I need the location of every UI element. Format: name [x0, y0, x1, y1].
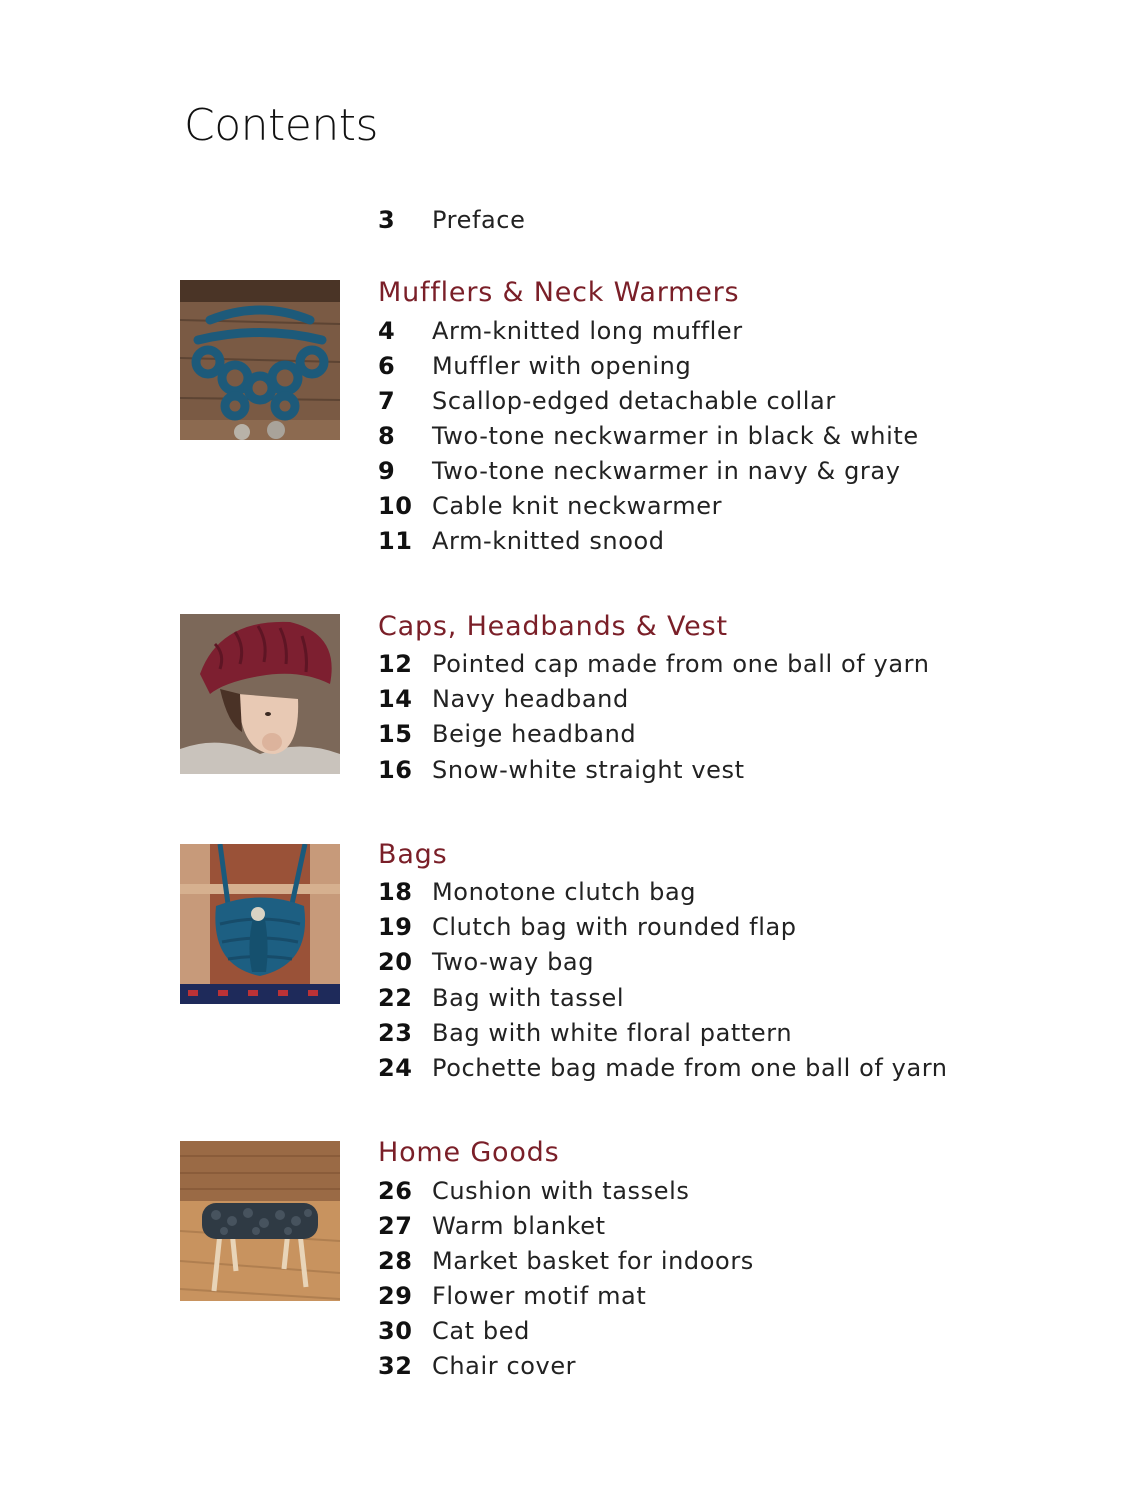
- woman-in-knit-cap-photo-icon: [180, 614, 340, 774]
- entry-title: Two-way bag: [432, 948, 595, 976]
- entry-title: Warm blanket: [432, 1212, 606, 1240]
- toc-entry[interactable]: [378, 1016, 792, 1051]
- toc-entry[interactable]: [378, 489, 722, 524]
- entry-title: Two-tone neckwarmer in navy & gray: [432, 457, 901, 485]
- toc-entry[interactable]: [378, 981, 624, 1016]
- entry-title: Bag with tassel: [432, 984, 625, 1012]
- page-number: 16: [378, 756, 413, 784]
- page-number: 23: [378, 1019, 413, 1047]
- page-number: 32: [378, 1352, 413, 1380]
- page-number: 10: [378, 492, 413, 520]
- toc-entry[interactable]: [378, 717, 636, 752]
- entry-title: Market basket for indoors: [432, 1247, 754, 1275]
- toc-entry[interactable]: [378, 419, 919, 454]
- page-number: 4: [378, 317, 396, 345]
- page-number: 9: [378, 457, 396, 485]
- entry-title: Flower motif mat: [432, 1282, 647, 1310]
- entry-title: Arm-knitted snood: [432, 527, 665, 555]
- toc-entry[interactable]: [378, 349, 691, 384]
- toc-entry[interactable]: [378, 753, 745, 788]
- toc-entry[interactable]: [378, 1244, 754, 1279]
- section-title[interactable]: Caps, Headbands & Vest: [378, 611, 728, 642]
- page-number: 30: [378, 1317, 413, 1345]
- page-number: 14: [378, 685, 413, 713]
- entry-title: Beige headband: [432, 720, 637, 748]
- page-number: 26: [378, 1177, 413, 1205]
- toc-entry[interactable]: [378, 454, 901, 489]
- entry-title: Preface: [432, 206, 526, 234]
- page-number: 8: [378, 422, 396, 450]
- page-number: 7: [378, 387, 396, 415]
- page-number: 6: [378, 352, 396, 380]
- section-title[interactable]: Home Goods: [378, 1137, 560, 1168]
- page-title: Contents: [184, 100, 378, 151]
- entry-title: Chair cover: [432, 1352, 577, 1380]
- toc-entry[interactable]: [378, 314, 743, 349]
- entry-title: Cushion with tassels: [432, 1177, 690, 1205]
- entry-title: Bag with white floral pattern: [432, 1019, 793, 1047]
- entry-title: Muffler with opening: [432, 352, 692, 380]
- section-title[interactable]: Bags: [378, 839, 448, 870]
- toc-entry[interactable]: [378, 682, 629, 717]
- entry-title: Cable knit neckwarmer: [432, 492, 723, 520]
- toc-entry[interactable]: [378, 1209, 606, 1244]
- page-number: 27: [378, 1212, 413, 1240]
- toc-entry[interactable]: [378, 384, 836, 419]
- page-number: 19: [378, 913, 413, 941]
- toc-entry-preface[interactable]: [378, 203, 525, 238]
- toc-entry[interactable]: [378, 647, 930, 682]
- toc-entry[interactable]: [378, 1051, 948, 1086]
- knitted-bag-photo-icon: [180, 844, 340, 1004]
- entry-title: Pointed cap made from one ball of yarn: [432, 650, 930, 678]
- entry-title: Arm-knitted long muffler: [432, 317, 743, 345]
- page-number: 11: [378, 527, 413, 555]
- toc-entry[interactable]: [378, 524, 665, 559]
- knitted-stool-cover-photo-icon: [180, 1141, 340, 1301]
- page-number: 22: [378, 984, 413, 1012]
- page-number: 12: [378, 650, 413, 678]
- page-number: 28: [378, 1247, 413, 1275]
- toc-entry[interactable]: [378, 945, 594, 980]
- section-title[interactable]: Mufflers & Neck Warmers: [378, 277, 740, 308]
- toc-entry[interactable]: [378, 910, 797, 945]
- knitted-collar-photo-icon: [180, 280, 340, 440]
- toc-entry[interactable]: [378, 1279, 646, 1314]
- entry-title: Cat bed: [432, 1317, 530, 1345]
- entry-title: Scallop-edged detachable collar: [432, 387, 836, 415]
- entry-title: Snow-white straight vest: [432, 756, 745, 784]
- toc-entry[interactable]: [378, 1314, 530, 1349]
- page-number: 24: [378, 1054, 413, 1082]
- entry-title: Navy headband: [432, 685, 629, 713]
- page-number: 29: [378, 1282, 413, 1310]
- toc-entry[interactable]: [378, 1349, 576, 1384]
- entry-title: Two-tone neckwarmer in black & white: [432, 422, 919, 450]
- entry-title: Monotone clutch bag: [432, 878, 697, 906]
- page-number: 20: [378, 948, 413, 976]
- page-number: 15: [378, 720, 413, 748]
- entry-title: Clutch bag with rounded flap: [432, 913, 797, 941]
- page-number: 18: [378, 878, 413, 906]
- entry-title: Pochette bag made from one ball of yarn: [432, 1054, 948, 1082]
- toc-entry[interactable]: [378, 875, 696, 910]
- page-number: 3: [378, 206, 396, 234]
- toc-entry[interactable]: [378, 1174, 689, 1209]
